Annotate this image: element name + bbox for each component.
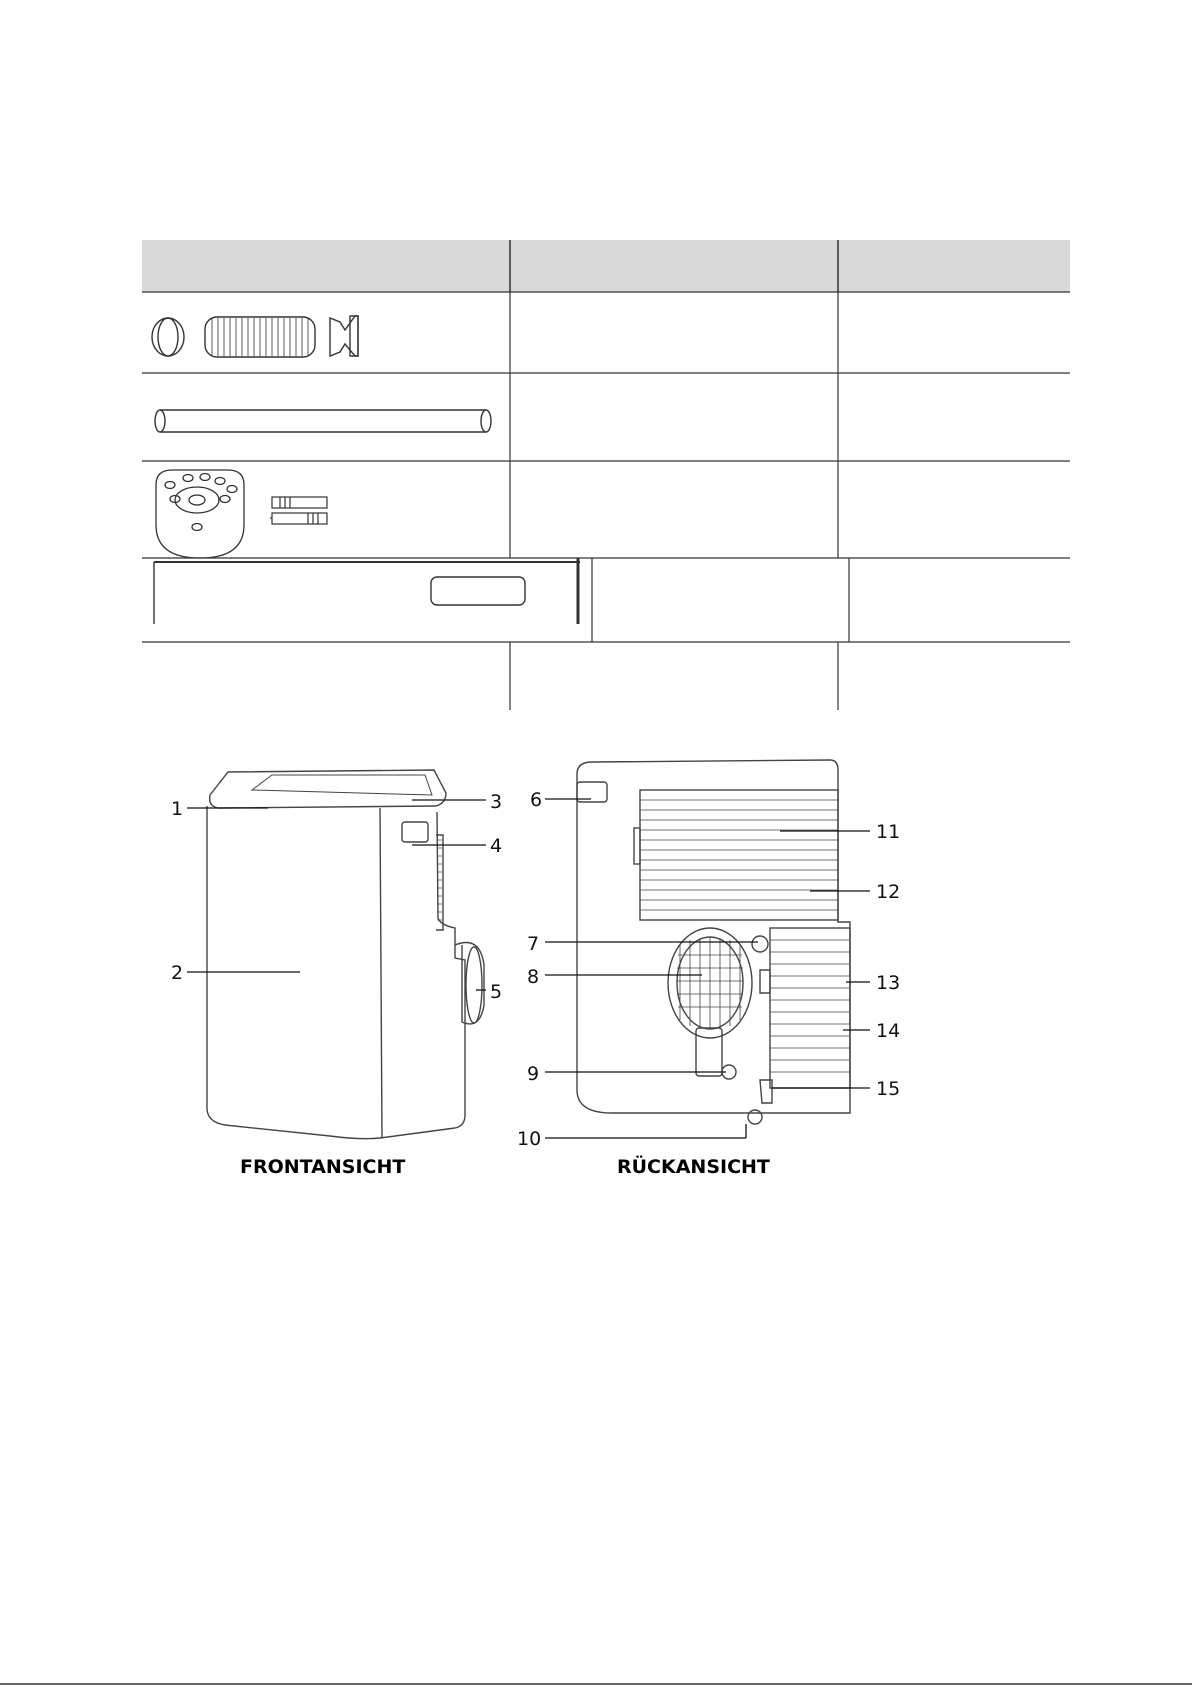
callout-12: 12 xyxy=(876,881,901,903)
drain-outlet-housing xyxy=(696,1028,722,1076)
back-callout-labels xyxy=(517,789,900,1150)
callout-8: 8 xyxy=(527,966,540,988)
callout-15: 15 xyxy=(876,1078,901,1100)
upper-filter-grille xyxy=(640,790,838,920)
back-view-title: RÜCKANSICHT xyxy=(617,1156,770,1178)
front-top-panel xyxy=(210,770,446,808)
window-slider-illustration xyxy=(154,558,580,624)
callout-10: 10 xyxy=(517,1128,542,1150)
callout-1: 1 xyxy=(171,798,184,820)
front-leader-lines xyxy=(187,800,486,990)
batteries-illustration xyxy=(270,497,327,524)
callout-11: 11 xyxy=(876,821,901,843)
accessories-table xyxy=(142,240,1070,710)
drain-hose-illustration xyxy=(155,410,491,432)
callout-4: 4 xyxy=(490,835,503,857)
front-handle xyxy=(402,822,428,842)
callout-3: 3 xyxy=(490,791,503,813)
callout-2: 2 xyxy=(171,962,184,984)
callout-7: 7 xyxy=(527,933,540,955)
remote-control-illustration xyxy=(156,470,244,558)
exhaust-hose-kit-illustration xyxy=(152,316,358,357)
front-view-diagram xyxy=(207,770,484,1139)
front-callout-labels xyxy=(171,791,502,1003)
callout-13: 13 xyxy=(876,972,901,994)
callout-9: 9 xyxy=(527,1063,540,1085)
table-header-row xyxy=(142,240,1070,292)
callout-6: 6 xyxy=(530,789,543,811)
front-view-title: FRONTANSICHT xyxy=(240,1156,406,1178)
callout-14: 14 xyxy=(876,1020,901,1042)
callout-5: 5 xyxy=(490,981,503,1003)
